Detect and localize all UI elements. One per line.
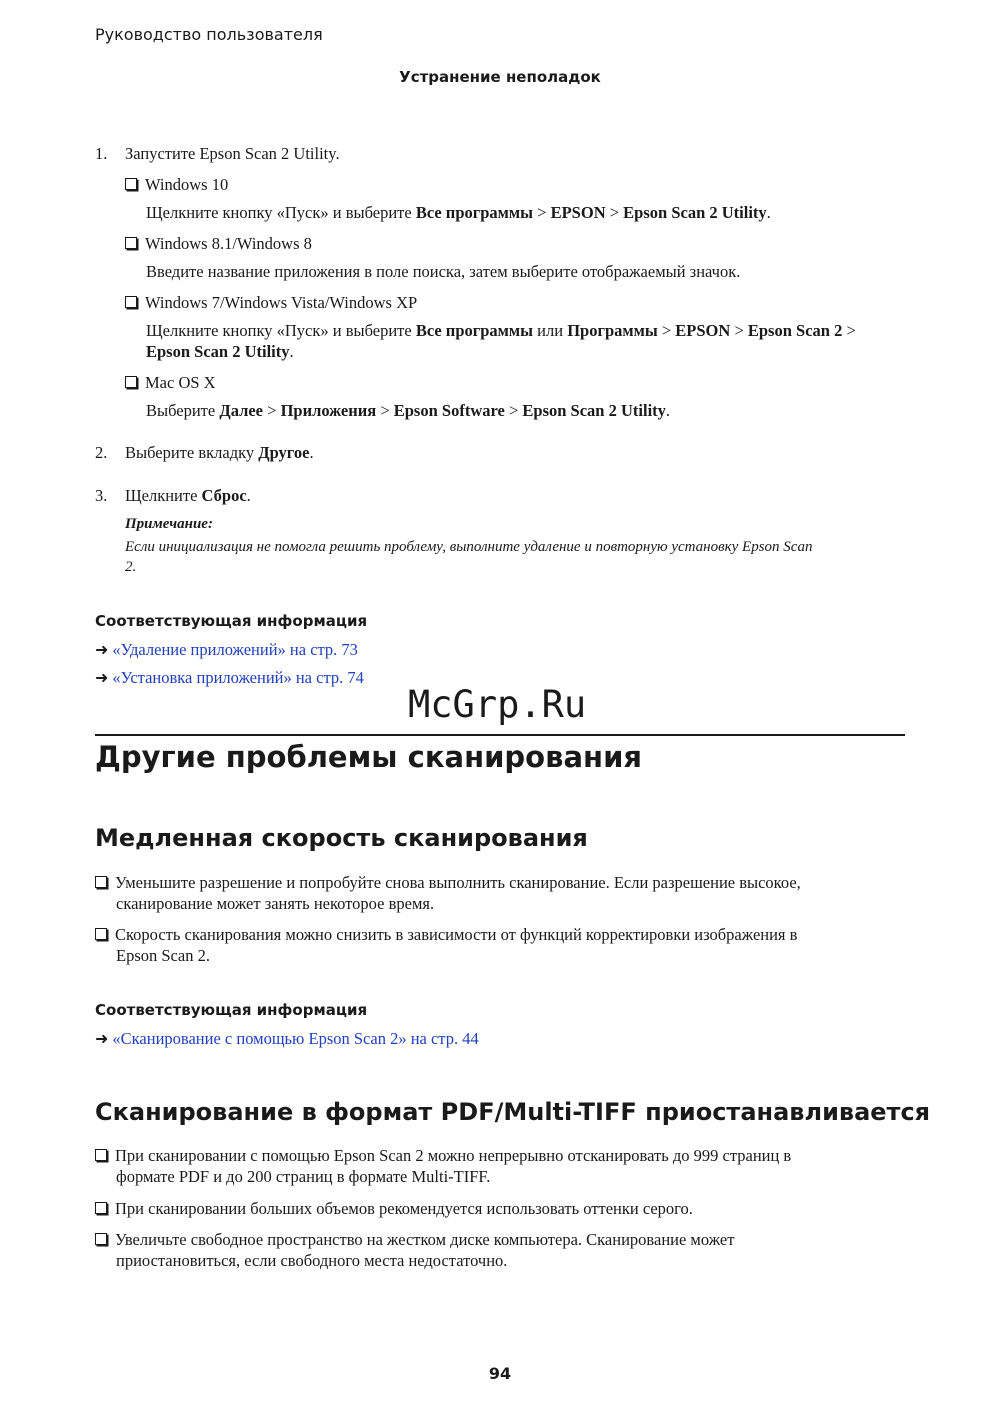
os-label: Mac OS X [145, 373, 216, 392]
step-3 [95, 485, 895, 506]
step-text: Выберите вкладку Другое. [125, 443, 314, 462]
subsection-heading-pdf: Сканирование в формат PDF/Multi-TIFF приостанавливается [95, 1098, 931, 1126]
step-2 [95, 442, 895, 463]
step-text: Запустите Epson Scan 2 Utility. [125, 144, 340, 163]
instruction-windows10: Щелкните кнопку «Пуск» и выберите Все программы > EPSON > Epson Scan 2 Utility. [146, 203, 771, 222]
step-1 [95, 143, 895, 164]
section-title: Устранение неполадок [399, 68, 601, 86]
chapter-heading: Другие проблемы сканирования [95, 740, 643, 774]
checkbox-bullet-icon [125, 376, 137, 388]
related-link-scan[interactable]: ➜ «Сканирование с помощью Epson Scan 2» на стр. 44 [95, 1029, 479, 1048]
os-label: Windows 8.1/Windows 8 [145, 234, 312, 253]
section-divider [95, 734, 905, 736]
related-info-title: Соответствующая информация [95, 1001, 368, 1019]
instruction-windows8: Введите название приложения в поле поиска, затем выберите отображаемый значок. [146, 262, 741, 281]
os-windows7 [125, 292, 417, 313]
watermark-logo: McGrp.Ru [408, 683, 587, 726]
related-link-uninstall[interactable]: ➜ «Удаление приложений» на стр. 73 [95, 640, 358, 659]
note-title: Примечание: [125, 516, 213, 532]
bullet-item: Уменьшите разрешение и попробуйте снова выполнить сканирование. Если разрешение высокое, сканирование может занять некоторое время. [95, 872, 895, 914]
related-link-install[interactable]: ➜ «Установка приложений» на стр. 74 [95, 668, 364, 687]
step-number: 3. [95, 486, 108, 505]
os-windows8 [125, 233, 312, 254]
bullet-item: При сканировании больших объемов рекомендуется использовать оттенки серого. [95, 1198, 895, 1219]
related-info-title: Соответствующая информация [95, 612, 368, 630]
instruction-windows7: Щелкните кнопку «Пуск» и выберите Все программы или Программы > EPSON > Epson Scan 2 > Epson Scan 2 Utility. [146, 321, 856, 361]
checkbox-bullet-icon [95, 1149, 107, 1161]
step-number: 2. [95, 443, 108, 462]
document-header: Руководство пользователя [95, 25, 323, 44]
os-macos [125, 372, 216, 393]
step-number: 1. [95, 144, 108, 163]
bullet-item: Увеличьте свободное пространство на жестком диске компьютера. Сканирование может приостановиться, если свободного места недостаточно. [95, 1229, 895, 1271]
checkbox-bullet-icon [125, 178, 137, 190]
arrow-right-icon: ➜ [95, 1029, 109, 1048]
arrow-right-icon: ➜ [95, 668, 109, 687]
os-label: Windows 10 [145, 175, 229, 194]
bullet-item: При сканировании с помощью Epson Scan 2 можно непрерывно отсканировать до 999 страниц в формате PDF и до 200 страниц в формате Multi-TIFF. [95, 1145, 895, 1187]
checkbox-bullet-icon [95, 876, 107, 888]
checkbox-bullet-icon [95, 1233, 107, 1245]
subsection-heading-slow: Медленная скорость сканирования [95, 824, 588, 852]
checkbox-bullet-icon [95, 1202, 107, 1214]
arrow-right-icon: ➜ [95, 640, 109, 659]
checkbox-bullet-icon [125, 296, 137, 308]
step-text: Щелкните Сброс. [125, 486, 251, 505]
os-windows10 [125, 174, 228, 195]
note-text: Если инициализация не помогла решить проблему, выполните удаление и повторную установку Epson Scan 2. [125, 539, 813, 575]
bullet-item: Скорость сканирования можно снизить в зависимости от функций корректировки изображения в Epson Scan 2. [95, 924, 895, 966]
page-number: 94 [488, 1364, 512, 1383]
instruction-macos: Выберите Далее > Приложения > Epson Software > Epson Scan 2 Utility. [146, 401, 671, 420]
checkbox-bullet-icon [125, 237, 137, 249]
os-label: Windows 7/Windows Vista/Windows XP [145, 293, 418, 312]
checkbox-bullet-icon [95, 928, 107, 940]
